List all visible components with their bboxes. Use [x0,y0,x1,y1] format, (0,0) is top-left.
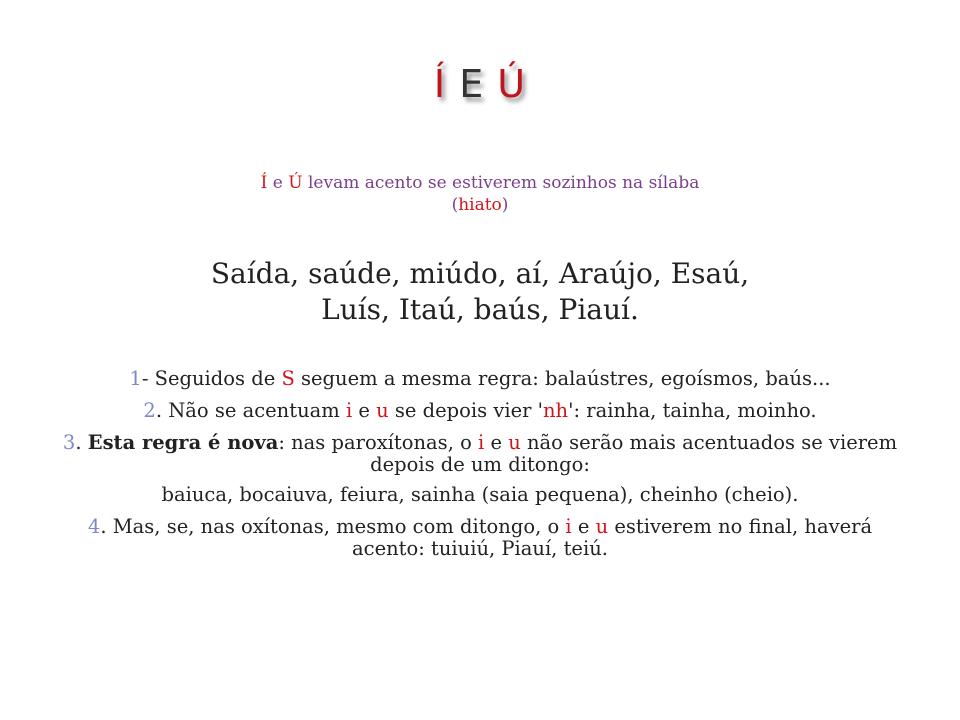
point-1 [60,368,900,390]
point-4-text-b: e [571,515,596,538]
point-4-text-c: estiverem no final, haverá acento: tuiuiú, Piauí, teiú. [352,515,873,560]
point-3 [60,432,900,476]
rule-statement [120,172,840,216]
point-3-examples: baiuca, bocaiuva, feiura, sainha (saia pequena), cheinho (cheio). [161,483,799,506]
title-letter-e: E [459,62,485,106]
point-2-text-d: ': rainha, tainha, moinho. [568,399,817,422]
point-4-text-a: . Mas, se, nas oxítonas, mesmo com ditongo, o [100,515,566,538]
rule-hiato: hiato [458,195,502,215]
rule-e: e [272,173,283,193]
point-2-text-a: . Não se acentuam [155,399,346,422]
rule-paren-close: ) [501,195,509,215]
point-4-u: u [595,515,609,538]
point-1-text-b: seguem a mesma regra: balaústres, egoísmos, baús... [294,367,831,390]
examples-line-1: Saída, saúde, miúdo, aí, Araújo, Esaú, [210,257,750,290]
point-3-u: u [508,431,521,454]
point-4-number: 4 [87,515,101,538]
point-2-text-c: se depois vier ' [388,399,543,422]
title-letter-u: Ú [497,62,527,106]
rule-u: Ú [288,173,303,193]
rule-i: Í [260,173,268,193]
point-3-text-c: e [484,431,509,454]
point-2-u: u [376,399,389,422]
point-1-text-a: - Seguidos de [141,367,282,390]
title-letter-i: Í [433,62,447,106]
points-list [60,368,900,570]
point-2-text-b: e [352,399,377,422]
point-2 [60,400,900,422]
point-1-number: 1 [129,367,142,390]
point-3-number: 3 [62,431,76,454]
point-2-nh: nh [543,399,569,422]
rule-paren-open: ( [451,195,459,215]
point-3-text-d: não serão mais acentuados se vierem depois de um ditongo: [370,431,898,476]
slide-title [0,62,960,106]
point-3-bold: Esta regra é nova [87,431,279,454]
point-1-s: S [281,367,295,390]
examples-line-2: Luís, Itaú, baús, Piauí. [321,293,639,326]
point-2-number: 2 [143,399,156,422]
rule-text: levam acento se estiverem sozinhos na sílaba [307,173,700,193]
point-3-text-b: : nas paroxítonas, o [278,431,479,454]
point-3-i: i [478,431,485,454]
point-4 [60,516,900,560]
point-2-i: i [345,399,353,422]
point-4-i: i [565,515,572,538]
examples [100,256,860,328]
point-3-text-a: . [75,431,88,454]
